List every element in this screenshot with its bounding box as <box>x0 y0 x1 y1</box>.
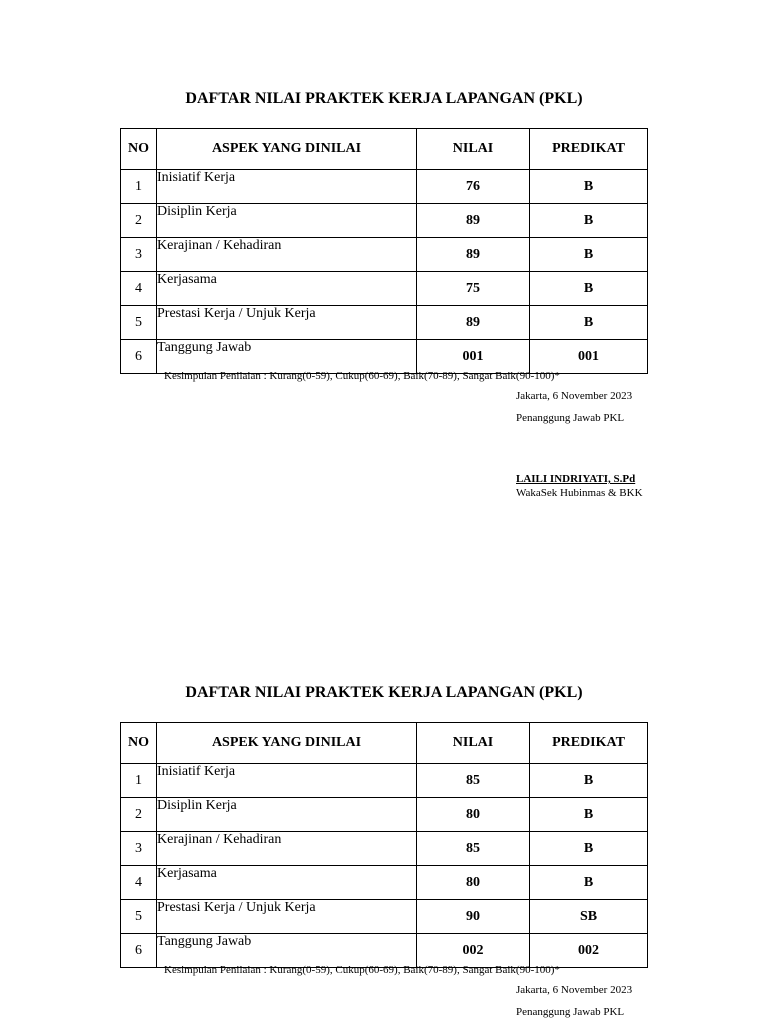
row-aspek: Tanggung Jawab <box>157 934 417 968</box>
row-predikat: 002 <box>530 934 648 968</box>
row-aspek: Kerjasama <box>157 272 417 306</box>
table-header-row <box>121 129 648 170</box>
row-nilai: 90 <box>417 900 530 934</box>
header-no: NO <box>121 723 157 764</box>
row-nilai: 001 <box>417 340 530 374</box>
form-title: DAFTAR NILAI PRAKTEK KERJA LAPANGAN (PKL) <box>185 684 583 701</box>
row-aspek: Disiplin Kerja <box>157 204 417 238</box>
row-nilai: 89 <box>417 306 530 340</box>
row-aspek: Prestasi Kerja / Unjuk Kerja <box>157 900 417 934</box>
row-predikat: B <box>530 306 648 340</box>
signature-role: Penanggung Jawab PKL <box>516 412 625 424</box>
row-predikat: B <box>530 798 648 832</box>
row-nilai: 75 <box>417 272 530 306</box>
grade-table <box>120 722 648 968</box>
row-aspek: Inisiatif Kerja <box>157 170 417 204</box>
signature-date: Jakarta, 6 November 2023 <box>516 390 633 402</box>
row-aspek: Prestasi Kerja / Unjuk Kerja <box>157 306 417 340</box>
row-aspek: Disiplin Kerja <box>157 798 417 832</box>
row-no: 2 <box>121 798 157 832</box>
row-nilai: 76 <box>417 170 530 204</box>
signature-date: Jakarta, 6 November 2023 <box>516 984 633 996</box>
row-predikat: B <box>530 832 648 866</box>
table-row <box>121 272 648 306</box>
row-predikat: B <box>530 204 648 238</box>
signer-name: LAILI INDRIYATI, S.Pd <box>516 473 636 485</box>
row-no: 6 <box>121 340 157 374</box>
table-row <box>121 340 648 374</box>
row-nilai: 85 <box>417 764 530 798</box>
header-nilai: NILAI <box>417 723 530 764</box>
row-no: 6 <box>121 934 157 968</box>
table-row <box>121 306 648 340</box>
header-aspek: ASPEK YANG DINILAI <box>157 723 417 764</box>
row-nilai: 85 <box>417 832 530 866</box>
assessment-summary: Kesimpulan Penilaian : Kurang(0-59), Cukup(60-69), Baik(70-89), Sangat Baik(90-100)* <box>164 370 560 382</box>
row-no: 5 <box>121 306 157 340</box>
table-header-row <box>121 723 648 764</box>
row-predikat: B <box>530 764 648 798</box>
row-no: 3 <box>121 238 157 272</box>
row-no: 1 <box>121 764 157 798</box>
row-no: 1 <box>121 170 157 204</box>
row-no: 2 <box>121 204 157 238</box>
grade-table <box>120 128 648 374</box>
header-aspek: ASPEK YANG DINILAI <box>157 129 417 170</box>
table-row <box>121 204 648 238</box>
row-predikat: 001 <box>530 340 648 374</box>
row-nilai: 89 <box>417 238 530 272</box>
table-row <box>121 764 648 798</box>
table-row <box>121 832 648 866</box>
table-row <box>121 900 648 934</box>
row-nilai: 002 <box>417 934 530 968</box>
header-nilai: NILAI <box>417 129 530 170</box>
table-row <box>121 798 648 832</box>
row-aspek: Inisiatif Kerja <box>157 764 417 798</box>
signer-position: WakaSek Hubinmas & BKK <box>516 487 643 499</box>
header-predikat: PREDIKAT <box>530 723 648 764</box>
table-row <box>121 238 648 272</box>
row-nilai: 80 <box>417 866 530 900</box>
row-nilai: 80 <box>417 798 530 832</box>
row-aspek: Kerajinan / Kehadiran <box>157 832 417 866</box>
assessment-summary: Kesimpulan Penilaian : Kurang(0-59), Cukup(60-69), Baik(70-89), Sangat Baik(90-100)* <box>164 964 560 976</box>
row-aspek: Tanggung Jawab <box>157 340 417 374</box>
row-no: 5 <box>121 900 157 934</box>
header-predikat: PREDIKAT <box>530 129 648 170</box>
signature-role: Penanggung Jawab PKL <box>516 1006 625 1018</box>
row-predikat: SB <box>530 900 648 934</box>
table-row <box>121 866 648 900</box>
row-predikat: B <box>530 866 648 900</box>
row-predikat: B <box>530 170 648 204</box>
table-row <box>121 934 648 968</box>
row-predikat: B <box>530 272 648 306</box>
row-no: 4 <box>121 272 157 306</box>
row-aspek: Kerajinan / Kehadiran <box>157 238 417 272</box>
row-predikat: B <box>530 238 648 272</box>
row-no: 4 <box>121 866 157 900</box>
header-no: NO <box>121 129 157 170</box>
row-no: 3 <box>121 832 157 866</box>
form-title: DAFTAR NILAI PRAKTEK KERJA LAPANGAN (PKL) <box>185 90 583 107</box>
row-aspek: Kerjasama <box>157 866 417 900</box>
table-row <box>121 170 648 204</box>
row-nilai: 89 <box>417 204 530 238</box>
